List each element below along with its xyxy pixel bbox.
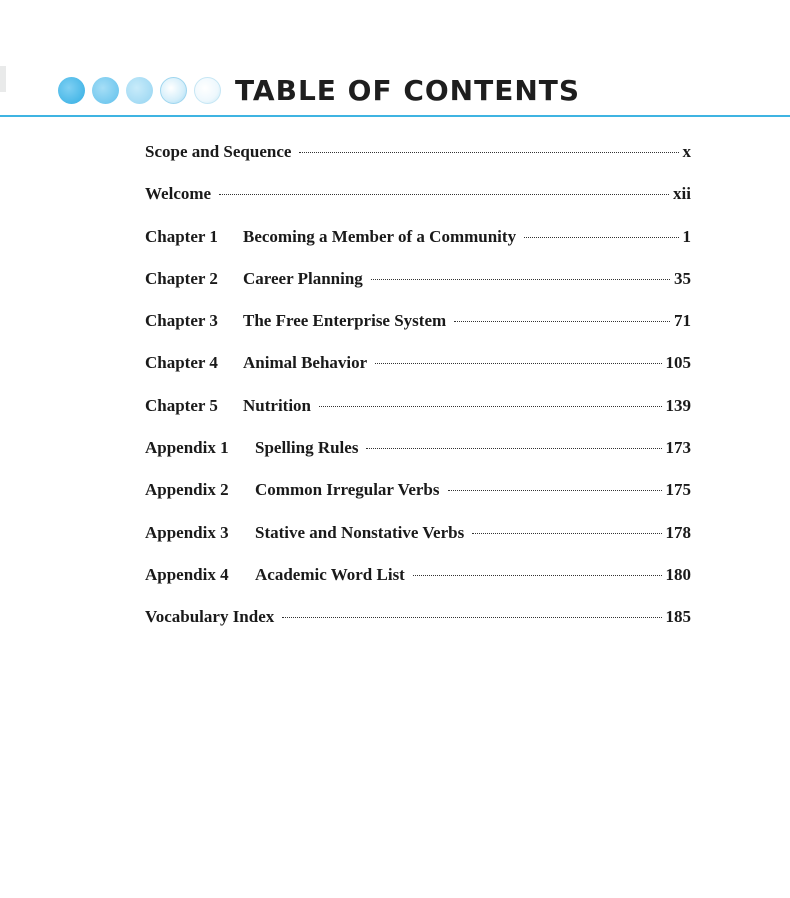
toc-list — [145, 142, 691, 650]
toc-entry-title: Spelling Rules — [255, 438, 359, 458]
toc-entry-page: 71 — [674, 311, 691, 331]
toc-entry-number: Appendix 1 — [145, 438, 229, 458]
toc-entry-page: x — [682, 142, 691, 161]
toc-entry-scope-and-sequence[interactable] — [145, 142, 691, 184]
toc-entry-number: Chapter 2 — [145, 268, 218, 288]
toc-entry-vocabulary-index[interactable] — [145, 607, 691, 649]
decorative-circles — [58, 77, 221, 104]
toc-entry-number: Chapter 3 — [145, 311, 218, 331]
dot-leader — [371, 279, 670, 280]
toc-entry-number: Appendix 3 — [145, 522, 229, 542]
toc-entry-page: 35 — [674, 268, 691, 288]
header-divider — [0, 115, 790, 117]
toc-entry-page: 175 — [665, 480, 691, 500]
toc-entry-number: Chapter 1 — [145, 226, 218, 246]
toc-entry-page: 105 — [665, 353, 691, 373]
toc-entry-title: Animal Behavior — [243, 353, 368, 373]
dot-leader — [375, 363, 661, 364]
toc-entry-chapter-4[interactable] — [145, 353, 691, 395]
toc-header — [58, 68, 580, 112]
toc-entry-chapter-3[interactable] — [145, 311, 691, 353]
toc-entry-appendix-3[interactable] — [145, 523, 691, 565]
dot-leader — [524, 237, 678, 238]
toc-entry-chapter-5[interactable] — [145, 396, 691, 438]
dot-leader — [319, 406, 662, 407]
toc-entry-page: xii — [673, 184, 691, 204]
toc-entry-title: Welcome — [145, 184, 212, 204]
toc-entry-appendix-1[interactable] — [145, 438, 691, 480]
toc-entry-title: Career Planning — [243, 268, 363, 288]
toc-entry-number: Appendix 2 — [145, 480, 229, 500]
toc-entry-title: Vocabulary Index — [145, 607, 275, 627]
toc-entry-title: Common Irregular Verbs — [255, 480, 440, 500]
toc-entry-title: The Free Enterprise System — [243, 311, 447, 331]
page-edge-tab — [0, 66, 6, 92]
toc-entry-appendix-4[interactable] — [145, 565, 691, 607]
toc-entry-title: Scope and Sequence — [145, 142, 292, 161]
page-title: TABLE OF CONTENTS — [235, 74, 581, 107]
toc-entry-page: 178 — [665, 522, 691, 542]
toc-entry-title: Becoming a Member of a Community — [243, 226, 517, 246]
toc-entry-number: Appendix 4 — [145, 564, 229, 584]
toc-entry-title: Nutrition — [243, 395, 311, 415]
toc-entry-chapter-1[interactable] — [145, 227, 691, 269]
toc-entry-page: 139 — [665, 395, 691, 415]
dot-leader — [366, 448, 661, 449]
toc-entry-page: 173 — [665, 438, 691, 458]
toc-entry-page: 1 — [682, 226, 691, 246]
circle-icon — [194, 77, 221, 104]
toc-entry-welcome[interactable] — [145, 184, 691, 226]
toc-entry-chapter-2[interactable] — [145, 269, 691, 311]
circle-icon — [58, 77, 85, 104]
dot-leader — [282, 617, 661, 618]
dot-leader — [454, 321, 670, 322]
toc-entry-page: 185 — [665, 607, 691, 627]
circle-icon — [160, 77, 187, 104]
dot-leader — [413, 575, 662, 576]
toc-entry-page: 180 — [665, 564, 691, 584]
circle-icon — [92, 77, 119, 104]
toc-entry-number: Chapter 5 — [145, 395, 218, 415]
dot-leader — [472, 533, 661, 534]
toc-entry-title: Stative and Nonstative Verbs — [255, 522, 465, 542]
dot-leader — [299, 152, 678, 153]
toc-entry-number: Chapter 4 — [145, 353, 218, 373]
circle-icon — [126, 77, 153, 104]
dot-leader — [448, 490, 662, 491]
dot-leader — [219, 194, 669, 195]
toc-entry-appendix-2[interactable] — [145, 480, 691, 522]
toc-entry-title: Academic Word List — [255, 564, 405, 584]
